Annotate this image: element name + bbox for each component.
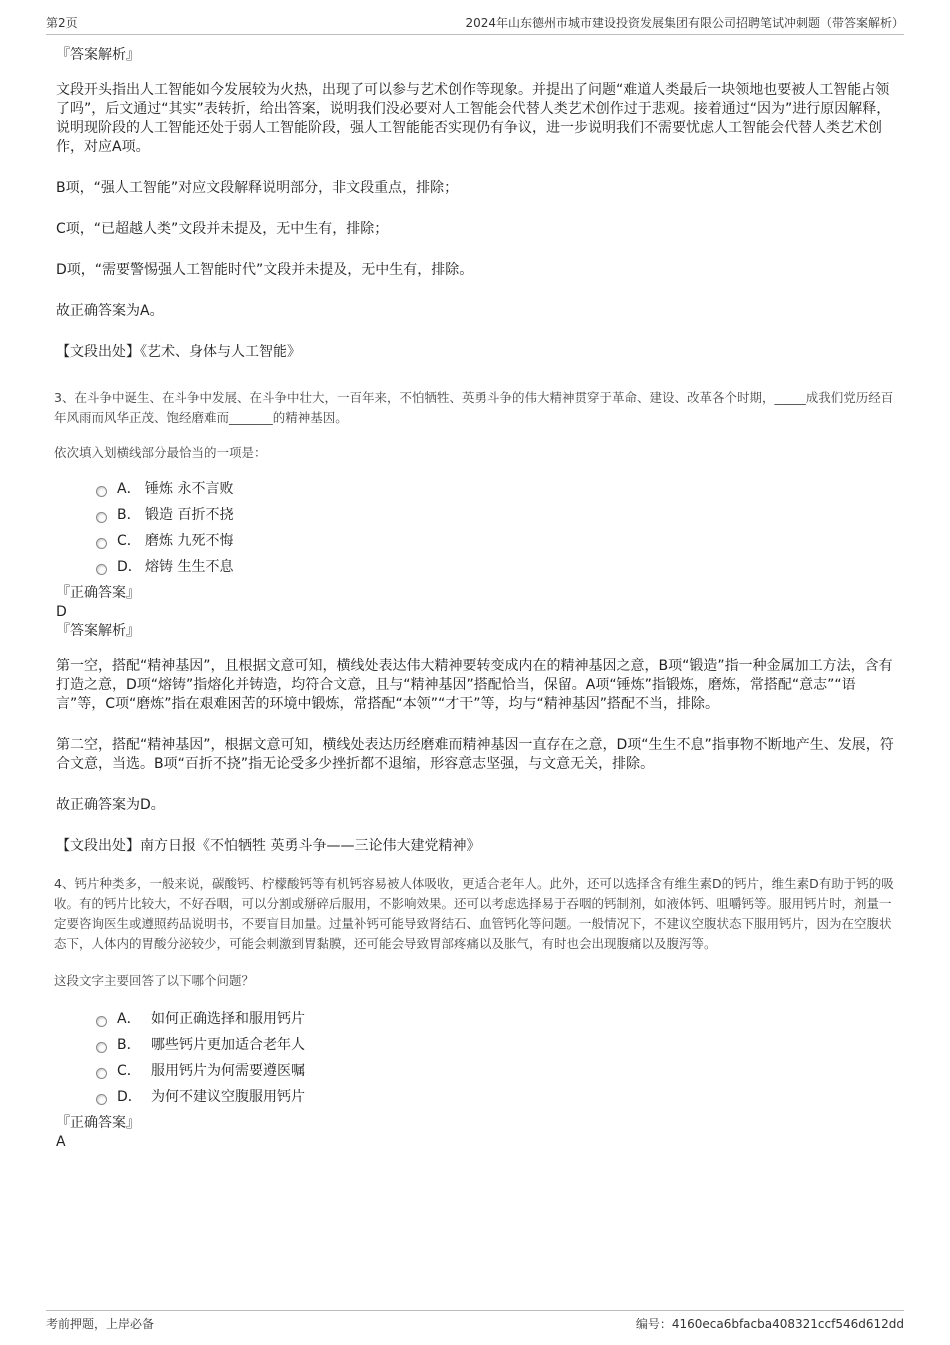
question-4-stem: 4、钙片种类多，一般来说，碳酸钙、柠檬酸钙等有机钙容易被人体吸收，更适合老年人。此外，还可以选择含有维生素D的钙片，维生素D有助于钙的吸收。有的钙片比较大，不好吞咽，可以分割或掰碎后服用，不影响效果。还可以考虑选择易于吞咽的钙制剂，如液体钙、咀嚼钙等。服用钙片时，剂量一定要咨询医生或遵照药品说明书，不要盲目加量。过量补钙可能导致肾结石、血管钙化等问题。一般情况下，不建议空腹状态下服用钙片，因为在空腹状态下，人体内的胃酸分泌较少，可能会刺激到胃黏膜，还可能会导致胃部疼痛以及胀气，有时也会出现腹痛以及腹泻等。 — [54, 876, 894, 951]
question-3-options — [96, 476, 902, 580]
option-d[interactable]: D． 熔铸 生生不息 — [96, 554, 902, 580]
option-c[interactable]: C． 磨炼 九死不悔 — [96, 528, 902, 554]
analysis-paragraph: B项，“强人工智能”对应文段解释说明部分，非文段重点，排除； — [56, 180, 459, 196]
page-header — [46, 14, 904, 35]
correct-answer: A — [56, 1134, 66, 1150]
source-line: 【文段出处】《艺术、身体与人工智能》 — [56, 344, 301, 360]
option-d[interactable]: D． 为何不建议空腹服用钙片 — [96, 1084, 902, 1110]
correct-answer-tag: 『正确答案』 — [56, 1115, 140, 1131]
source-line: 【文段出处】南方日报《不怕牺牲 英勇斗争——三论伟大建党精神》 — [56, 838, 481, 854]
correct-answer: D — [56, 604, 67, 620]
radio-button-icon[interactable] — [96, 538, 107, 549]
document-body — [50, 46, 902, 1152]
analysis-tag: 『答案解析』 — [56, 47, 140, 63]
question-4-prompt: 这段文字主要回答了以下哪个问题？ — [54, 973, 255, 988]
analysis-paragraph: 文段开头指出人工智能如今发展较为火热，出现了可以参与艺术创作等现象。并提出了问题“难道人类最后一块领地也要被人工智能占领了吗”，后文通过“其实”表转折，给出答案，说明我们没必要对人工智能会代替人类艺术创作过于悲观。接着通过“因为”进行原因解释，说明现阶段的人工智能还处于弱人工智能阶段，强人工智能能否实现仍有争议，进一步说明我们不需要忧虑人工智能会代替人类艺术创作，对应A项。 — [56, 82, 891, 155]
analysis-paragraph: 第二空，搭配“精神基因”，根据文意可知，横线处表达历经磨难而精神基因一直存在之意，D项“生生不息”指事物不断地产生、发展，符合文意，当选。B项“百折不挠”指无论受多少挫折都不退缩，形容意志坚强，与文意无关，排除。 — [56, 737, 894, 772]
radio-button-icon[interactable] — [96, 1068, 107, 1079]
page-number: 第2页 — [46, 16, 78, 30]
final-answer-line: 故正确答案为A。 — [56, 303, 164, 319]
radio-button-icon[interactable] — [96, 486, 107, 497]
analysis-paragraph: D项，“需要警惕强人工智能时代”文段并未提及，无中生有，排除。 — [56, 262, 474, 278]
option-b[interactable]: B． 哪些钙片更加适合老年人 — [96, 1032, 902, 1058]
analysis-paragraph: C项，“已超越人类”文段并未提及，无中生有，排除； — [56, 221, 389, 237]
footer-slogan: 考前押题，上岸必备 — [46, 1317, 155, 1331]
analysis-paragraph: 第一空，搭配“精神基因”，且根据文意可知，横线处表达伟大精神要转变成内在的精神基因之意，B项“锻造”指一种金属加工方法，含有打造之意，D项“熔铸”指熔化并铸造，均符合文意，且与“精神基因”搭配恰当，保留。A项“锤炼”指锻炼，磨炼，常搭配“意志”“语言”等，C项“磨炼”指在艰难困苦的环境中锻炼，常搭配“本领”“才干”等，均与“精神基因”搭配不当，排除。 — [56, 658, 893, 712]
question-4-options — [96, 1006, 902, 1110]
option-a[interactable]: A． 如何正确选择和服用钙片 — [96, 1006, 902, 1032]
document-title: 2024年山东德州市城市建设投资发展集团有限公司招聘笔试冲刺题（带答案解析） — [465, 16, 904, 30]
option-c[interactable]: C． 服用钙片为何需要遵医嘱 — [96, 1058, 902, 1084]
radio-button-icon[interactable] — [96, 564, 107, 575]
option-a[interactable]: A． 锤炼 永不言败 — [96, 476, 902, 502]
question-3-prompt: 依次填入划横线部分最恰当的一项是： — [54, 445, 267, 460]
page-footer — [46, 1310, 904, 1333]
radio-button-icon[interactable] — [96, 1042, 107, 1053]
radio-button-icon[interactable] — [96, 512, 107, 523]
final-answer-line: 故正确答案为D。 — [56, 797, 165, 813]
correct-answer-tag: 『正确答案』 — [56, 585, 140, 601]
radio-button-icon[interactable] — [96, 1016, 107, 1027]
option-b[interactable]: B． 锻造 百折不挠 — [96, 502, 902, 528]
analysis-tag: 『答案解析』 — [56, 623, 140, 639]
radio-button-icon[interactable] — [96, 1094, 107, 1105]
question-3-stem: 3、在斗争中诞生、在斗争中发展、在斗争中壮大，一百年来，不怕牺牲、英勇斗争的伟大精神贯穿于革命、建设、改革各个时期，_____成我们党历经百年风雨而风华正茂、饱经磨难而_______的精神基因。 — [54, 390, 894, 425]
document-id: 编号：4160eca6bfacba408321ccf546d612dd — [635, 1317, 904, 1331]
